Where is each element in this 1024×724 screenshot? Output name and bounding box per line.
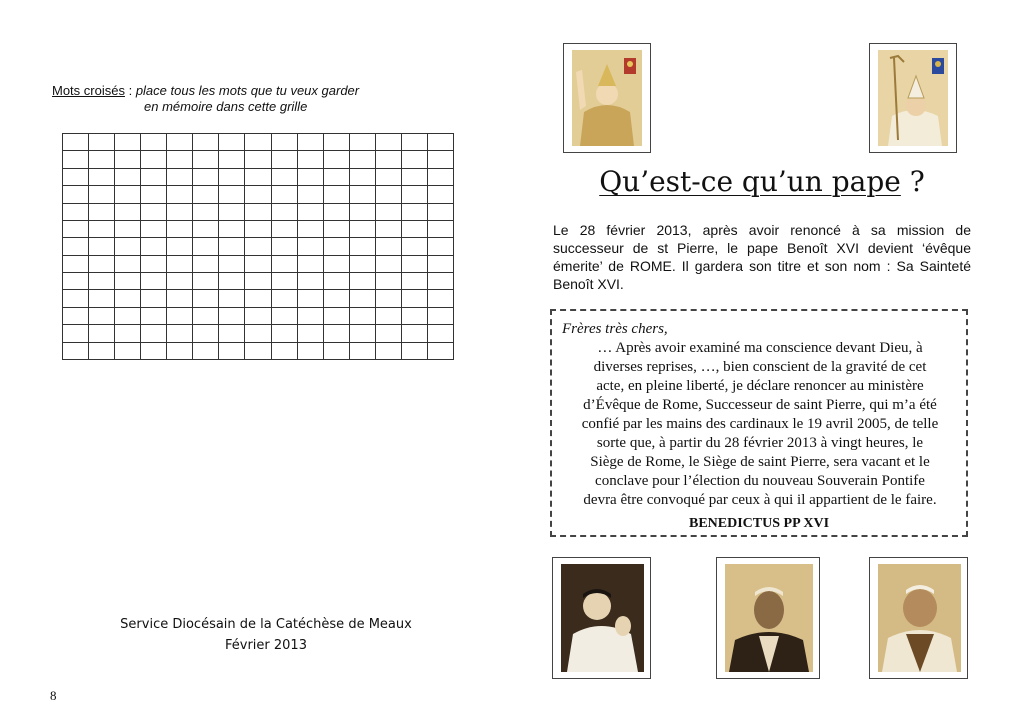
grid-cell[interactable] (219, 255, 245, 272)
quote-line: conclave pour l’élection du nouveau Souverain Pontife (595, 473, 925, 489)
grid-cell[interactable] (89, 220, 115, 237)
grid-cell[interactable] (323, 238, 349, 255)
grid-cell[interactable] (245, 342, 271, 360)
grid-row (63, 134, 454, 151)
grid-cell[interactable] (427, 134, 453, 151)
grid-cell[interactable] (375, 203, 401, 220)
grid-cell[interactable] (245, 186, 271, 203)
grid-cell[interactable] (245, 168, 271, 185)
grid-cell[interactable] (219, 203, 245, 220)
grid-cell[interactable] (245, 307, 271, 324)
grid-cell[interactable] (427, 307, 453, 324)
grid-cell[interactable] (349, 342, 375, 360)
grid-cell[interactable] (271, 151, 297, 168)
grid-cell[interactable] (141, 134, 167, 151)
grid-cell[interactable] (297, 186, 323, 203)
grid-cell[interactable] (349, 151, 375, 168)
grid-cell[interactable] (193, 134, 219, 151)
quote-line: sorte que, à partir du 28 février 2013 à vingt heures, le (596, 435, 924, 451)
grid-cell[interactable] (193, 273, 219, 290)
grid-cell[interactable] (271, 220, 297, 237)
grid-cell[interactable] (193, 203, 219, 220)
page-title (553, 162, 971, 202)
grid-cell[interactable] (115, 307, 141, 324)
grid-cell[interactable] (245, 151, 271, 168)
pope-portrait-icon (725, 564, 813, 672)
grid-cell[interactable] (349, 134, 375, 151)
grid-row (63, 203, 454, 220)
grid-cell[interactable] (141, 255, 167, 272)
grid-cell[interactable] (141, 325, 167, 342)
grid-cell[interactable] (297, 273, 323, 290)
grid-cell[interactable] (89, 290, 115, 307)
page-number: 8 (50, 688, 57, 703)
grid-cell[interactable] (427, 325, 453, 342)
grid-cell[interactable] (141, 273, 167, 290)
grid-cell[interactable] (375, 290, 401, 307)
grid-cell[interactable] (167, 238, 193, 255)
grid-cell[interactable] (167, 273, 193, 290)
grid-cell[interactable] (219, 151, 245, 168)
grid-cell[interactable] (115, 238, 141, 255)
grid-cell[interactable] (427, 203, 453, 220)
grid-cell[interactable] (63, 186, 89, 203)
grid-cell[interactable] (375, 255, 401, 272)
grid-cell[interactable] (375, 220, 401, 237)
grid-cell[interactable] (141, 238, 167, 255)
grid-cell[interactable] (271, 307, 297, 324)
photo-john-paul-i (552, 557, 651, 679)
crossword-separator: : (124, 83, 136, 98)
grid-cell[interactable] (167, 151, 193, 168)
grid-row (63, 151, 454, 168)
pope-portrait-icon (878, 564, 961, 672)
grid-cell[interactable] (375, 134, 401, 151)
grid-cell[interactable] (349, 290, 375, 307)
grid-cell[interactable] (323, 273, 349, 290)
grid-cell[interactable] (375, 151, 401, 168)
grid-cell[interactable] (219, 342, 245, 360)
pope-portrait-icon (572, 50, 642, 146)
quote-signature: BENEDICTUS PP XVI (688, 516, 830, 531)
grid-cell[interactable] (401, 168, 427, 185)
grid-cell[interactable] (245, 203, 271, 220)
quote-line: d’Évêque de Rome, Successeur de saint Pierre, qui m’a été (583, 397, 937, 413)
grid-cell[interactable] (63, 273, 89, 290)
grid-cell[interactable] (167, 325, 193, 342)
photo-john-paul-ii (869, 43, 957, 153)
grid-cell[interactable] (219, 186, 245, 203)
grid-row (63, 290, 454, 307)
grid-cell[interactable] (401, 151, 427, 168)
grid-cell[interactable] (193, 186, 219, 203)
grid-cell[interactable] (271, 342, 297, 360)
grid-cell[interactable] (401, 203, 427, 220)
grid-cell[interactable] (193, 325, 219, 342)
grid-cell[interactable] (349, 325, 375, 342)
grid-cell[interactable] (89, 203, 115, 220)
grid-cell[interactable] (89, 168, 115, 185)
grid-cell[interactable] (115, 342, 141, 360)
quote-greeting: Frères très chers, (562, 321, 668, 337)
grid-cell[interactable] (63, 168, 89, 185)
page-title-question-mark: ? (900, 165, 925, 198)
grid-cell[interactable] (271, 325, 297, 342)
grid-cell[interactable] (63, 307, 89, 324)
grid-cell[interactable] (167, 290, 193, 307)
grid-cell[interactable] (63, 151, 89, 168)
footer-service: Service Diocésain de la Catéchèse de Meaux (120, 617, 412, 632)
grid-cell[interactable] (89, 273, 115, 290)
grid-cell[interactable] (297, 220, 323, 237)
grid-cell[interactable] (89, 238, 115, 255)
grid-cell[interactable] (323, 203, 349, 220)
grid-cell[interactable] (297, 238, 323, 255)
grid-cell[interactable] (349, 203, 375, 220)
grid-cell[interactable] (89, 186, 115, 203)
grid-cell[interactable] (427, 273, 453, 290)
grid-cell[interactable] (323, 307, 349, 324)
grid-cell[interactable] (427, 151, 453, 168)
grid-cell[interactable] (141, 168, 167, 185)
photo-benedict-xvi (563, 43, 651, 153)
quote-body (560, 339, 960, 510)
grid-cell[interactable] (63, 134, 89, 151)
grid-cell[interactable] (427, 168, 453, 185)
grid-cell[interactable] (219, 273, 245, 290)
crossword-grid[interactable] (62, 133, 454, 360)
grid-cell[interactable] (297, 255, 323, 272)
grid-cell[interactable] (245, 273, 271, 290)
grid-cell[interactable] (323, 168, 349, 185)
grid-cell[interactable] (427, 255, 453, 272)
grid-cell[interactable] (115, 168, 141, 185)
grid-cell[interactable] (271, 168, 297, 185)
grid-cell[interactable] (375, 325, 401, 342)
grid-cell[interactable] (271, 290, 297, 307)
grid-cell[interactable] (427, 186, 453, 203)
grid-cell[interactable] (323, 186, 349, 203)
grid-cell[interactable] (245, 238, 271, 255)
quote-line: Siège de Rome, le Siège de saint Pierre, sera vacant et le (590, 454, 930, 470)
grid-cell[interactable] (63, 203, 89, 220)
grid-cell[interactable] (349, 273, 375, 290)
grid-cell[interactable] (297, 342, 323, 360)
grid-cell[interactable] (193, 220, 219, 237)
grid-row (63, 186, 454, 203)
grid-cell[interactable] (167, 134, 193, 151)
grid-cell[interactable] (115, 220, 141, 237)
crossword-label: Mots croisés (52, 83, 125, 98)
grid-cell[interactable] (271, 134, 297, 151)
grid-cell[interactable] (89, 255, 115, 272)
grid-cell[interactable] (89, 325, 115, 342)
grid-cell[interactable] (401, 342, 427, 360)
grid-cell[interactable] (63, 255, 89, 272)
quote-box (550, 309, 968, 537)
grid-cell[interactable] (89, 134, 115, 151)
grid-cell[interactable] (323, 220, 349, 237)
grid-cell[interactable] (245, 290, 271, 307)
grid-cell[interactable] (323, 290, 349, 307)
grid-cell[interactable] (89, 307, 115, 324)
quote-line: confié par les mains des cardinaux le 19 avril 2005, de telle (581, 416, 939, 432)
grid-cell[interactable] (219, 307, 245, 324)
grid-cell[interactable] (323, 151, 349, 168)
grid-cell[interactable] (167, 307, 193, 324)
grid-cell[interactable] (323, 342, 349, 360)
grid-cell[interactable] (297, 290, 323, 307)
grid-cell[interactable] (89, 151, 115, 168)
grid-cell[interactable] (219, 134, 245, 151)
grid-cell[interactable] (297, 134, 323, 151)
grid-cell[interactable] (141, 220, 167, 237)
grid-cell[interactable] (193, 168, 219, 185)
grid-cell[interactable] (349, 255, 375, 272)
grid-cell[interactable] (167, 342, 193, 360)
grid-cell[interactable] (401, 307, 427, 324)
crossword-instruction-line2: en mémoire dans cette grille (144, 99, 308, 114)
grid-cell[interactable] (115, 186, 141, 203)
grid-cell[interactable] (63, 342, 89, 360)
pope-portrait-icon (878, 50, 948, 146)
grid-cell[interactable] (115, 325, 141, 342)
grid-cell[interactable] (427, 342, 453, 360)
grid-cell[interactable] (141, 342, 167, 360)
grid-cell[interactable] (297, 203, 323, 220)
grid-row (63, 325, 454, 342)
grid-cell[interactable] (63, 325, 89, 342)
grid-cell[interactable] (401, 273, 427, 290)
grid-cell[interactable] (401, 325, 427, 342)
grid-cell[interactable] (323, 325, 349, 342)
pope-portrait-icon (561, 564, 644, 672)
grid-cell[interactable] (219, 325, 245, 342)
grid-cell[interactable] (63, 220, 89, 237)
grid-cell[interactable] (167, 220, 193, 237)
grid-cell[interactable] (375, 238, 401, 255)
grid-cell[interactable] (115, 273, 141, 290)
grid-cell[interactable] (245, 134, 271, 151)
grid-cell[interactable] (271, 273, 297, 290)
grid-cell[interactable] (323, 134, 349, 151)
grid-cell[interactable] (297, 151, 323, 168)
grid-cell[interactable] (375, 273, 401, 290)
grid-cell[interactable] (115, 151, 141, 168)
grid-cell[interactable] (141, 186, 167, 203)
grid-cell[interactable] (193, 290, 219, 307)
grid-cell[interactable] (297, 307, 323, 324)
grid-cell[interactable] (401, 134, 427, 151)
grid-cell[interactable] (193, 238, 219, 255)
grid-cell[interactable] (193, 342, 219, 360)
grid-cell[interactable] (63, 290, 89, 307)
grid-cell[interactable] (349, 220, 375, 237)
footer (90, 614, 442, 656)
crossword-instruction-line1: place tous les mots que tu veux garder (135, 83, 360, 98)
grid-cell[interactable] (219, 220, 245, 237)
grid-cell[interactable] (167, 186, 193, 203)
grid-cell[interactable] (427, 290, 453, 307)
grid-row (63, 168, 454, 185)
grid-cell[interactable] (427, 238, 453, 255)
grid-cell[interactable] (401, 220, 427, 237)
quote-line: diverses reprises, …, bien conscient de la gravité de cet (593, 359, 927, 375)
grid-cell[interactable] (219, 168, 245, 185)
grid-cell[interactable] (401, 255, 427, 272)
grid-cell[interactable] (375, 186, 401, 203)
grid-row (63, 342, 454, 360)
quote-line: devra être convoqué par ceux à qui il appartient de le faire. (583, 492, 937, 508)
grid-cell[interactable] (63, 238, 89, 255)
photo-john-xxiii (869, 557, 968, 679)
grid-cell[interactable] (141, 203, 167, 220)
crossword-instructions (52, 83, 359, 115)
grid-cell[interactable] (401, 290, 427, 307)
grid-row (63, 273, 454, 290)
grid-cell[interactable] (427, 220, 453, 237)
grid-cell[interactable] (219, 238, 245, 255)
grid-cell[interactable] (167, 255, 193, 272)
grid-cell[interactable] (271, 203, 297, 220)
grid-cell[interactable] (219, 290, 245, 307)
grid-row (63, 307, 454, 324)
grid-cell[interactable] (401, 238, 427, 255)
grid-cell[interactable] (115, 203, 141, 220)
grid-row (63, 238, 454, 255)
grid-cell[interactable] (89, 342, 115, 360)
grid-row (63, 255, 454, 272)
photo-paul-vi (716, 557, 820, 679)
grid-cell[interactable] (349, 307, 375, 324)
page-title-main: Qu’est-ce qu’un pape (599, 165, 901, 198)
grid-cell[interactable] (193, 151, 219, 168)
grid-cell[interactable] (271, 238, 297, 255)
grid-cell[interactable] (193, 307, 219, 324)
grid-cell[interactable] (349, 238, 375, 255)
grid-row (63, 220, 454, 237)
grid-cell[interactable] (375, 168, 401, 185)
grid-cell[interactable] (245, 325, 271, 342)
grid-cell[interactable] (271, 186, 297, 203)
grid-cell[interactable] (193, 255, 219, 272)
grid-cell[interactable] (245, 220, 271, 237)
quote-line: … Après avoir examiné ma conscience devant Dieu, à (597, 340, 923, 356)
quote-line: acte, en pleine liberté, je déclare renoncer au ministère (596, 378, 924, 394)
grid-cell[interactable] (167, 168, 193, 185)
grid-cell[interactable] (349, 186, 375, 203)
grid-cell[interactable] (115, 255, 141, 272)
grid-cell[interactable] (167, 203, 193, 220)
grid-cell[interactable] (297, 325, 323, 342)
grid-cell[interactable] (297, 168, 323, 185)
grid-cell[interactable] (245, 255, 271, 272)
grid-cell[interactable] (115, 290, 141, 307)
grid-cell[interactable] (401, 186, 427, 203)
grid-cell[interactable] (115, 134, 141, 151)
grid-cell[interactable] (323, 255, 349, 272)
footer-date: Février 2013 (225, 638, 307, 653)
grid-cell[interactable] (271, 255, 297, 272)
intro-paragraph: Le 28 février 2013, après avoir renoncé à sa mission de successeur de st Pierre, le pape Benoît XVI devient ‘évêque émerite’ de ROME. Il gardera son titre et son nom : Sa Sainteté Benoît XVI. (553, 222, 971, 292)
grid-cell[interactable] (141, 151, 167, 168)
grid-cell[interactable] (349, 168, 375, 185)
grid-cell[interactable] (375, 342, 401, 360)
grid-cell[interactable] (141, 290, 167, 307)
grid-cell[interactable] (141, 307, 167, 324)
grid-cell[interactable] (375, 307, 401, 324)
